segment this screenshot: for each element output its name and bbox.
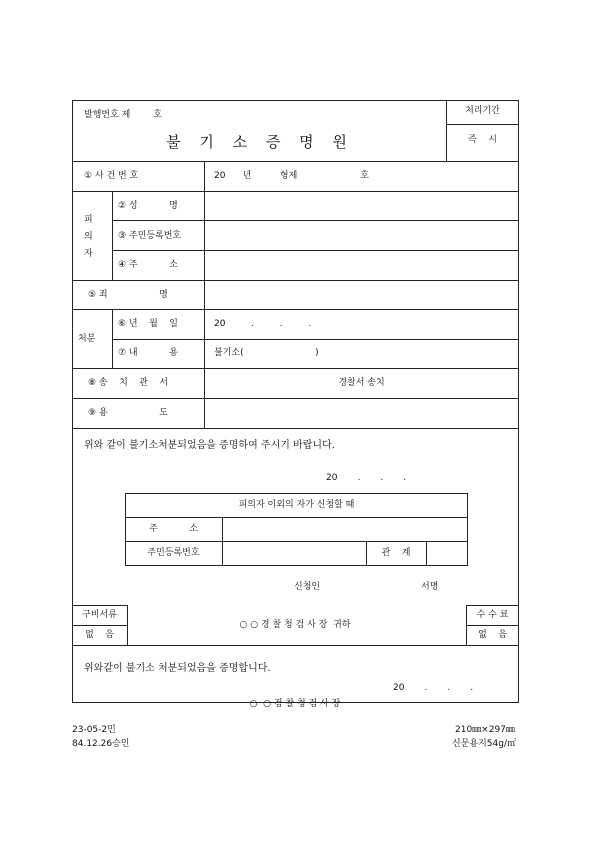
disposition-group-label: 처분 (78, 334, 96, 344)
purpose-field[interactable] (206, 400, 517, 426)
certification-issuer: ○ ○ 검 찰 청 검 사 장 (249, 699, 341, 709)
addressee: ○ ○ 경 찰 청 검 사 장 귀하 (239, 620, 351, 630)
applicant-label: 신청인 (294, 582, 321, 592)
case-number-field[interactable]: 20 년 형제 호 (214, 171, 369, 181)
purpose-label: ⑨ 용 도 (88, 408, 168, 418)
suspect-address-field[interactable] (206, 252, 517, 278)
certification-date: 20 . . . (393, 683, 474, 693)
request-statement: 위와 같이 불기소처분되었음을 증명하여 주시기 바랍니다. (84, 440, 335, 451)
required-docs-value: 없 음 (85, 630, 114, 640)
signature-label[interactable]: 서명 (421, 582, 439, 592)
paper-type: 신문용지54g/㎡ (452, 739, 516, 749)
disposition-content-field[interactable]: 불기소( ) (214, 348, 319, 358)
third-party-resident-no-field[interactable] (224, 543, 364, 564)
paper-size: 210㎜×297㎜ (455, 725, 515, 735)
third-party-address-label: 주 소 (149, 524, 198, 534)
request-date[interactable]: 20 . . . (326, 473, 407, 483)
suspect-resident-no-field[interactable] (206, 222, 517, 248)
crime-field[interactable] (206, 282, 517, 308)
case-number-label: ① 사 건 번 호 (84, 171, 139, 181)
suspect-group-label: 피 의 자 (84, 215, 93, 259)
suspect-name-field[interactable] (206, 193, 517, 219)
processing-period-label: 처리기간 (465, 106, 500, 116)
third-party-header: 피의자 이외의 자가 신청할 때 (238, 500, 355, 510)
third-party-relation-label: 관 계 (381, 548, 411, 558)
suspect-resident-no-label: ③ 주민등록번호 (118, 231, 182, 241)
processing-period-value: 즉 시 (468, 135, 497, 145)
third-party-relation-field[interactable] (428, 543, 466, 564)
fee-label: 수 수 료 (476, 610, 509, 620)
suspect-name-label: ② 성 명 (118, 201, 178, 211)
disposition-content-label: ⑦ 내 용 (118, 348, 178, 358)
required-docs-label: 구비서류 (82, 610, 117, 620)
certification-statement: 위와같이 불기소 처분되었음을 증명합니다. (84, 663, 271, 674)
issue-number: 발행번호 제 호 (84, 110, 162, 120)
third-party-resident-no-label: 주민등록번호 (147, 548, 200, 558)
referral-office-field[interactable]: 경찰서 송치 (338, 378, 385, 388)
form-number: 23-05-2민 (72, 725, 116, 735)
crime-label: ⑤ 죄 명 (88, 290, 168, 300)
fee-value: 없 음 (478, 630, 507, 640)
disposition-date-label: ⑥ 년 월 일 (118, 319, 178, 329)
referral-office-label: ⑧ 송 치 관 서 (88, 378, 169, 388)
approval-date: 84.12.26승인 (72, 739, 130, 749)
disposition-date-field[interactable]: 20 . . . (214, 319, 312, 329)
document-title: 불 기 소 증 명 원 (166, 133, 354, 151)
suspect-address-label: ④ 주 소 (118, 260, 178, 270)
third-party-address-field[interactable] (224, 519, 466, 539)
